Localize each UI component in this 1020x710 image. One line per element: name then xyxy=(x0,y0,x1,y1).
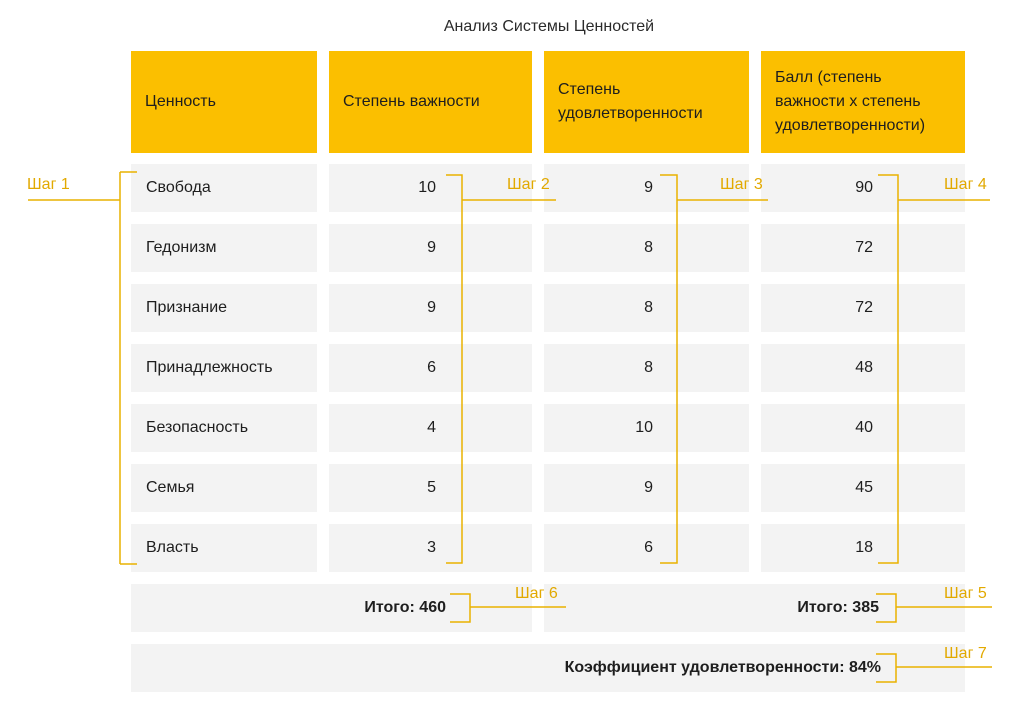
table-cell-score: 72 xyxy=(761,224,965,272)
page-title: Анализ Системы Ценностей xyxy=(443,18,655,35)
table-cell-score: 72 xyxy=(761,284,965,332)
step2-label: Шаг 2 xyxy=(507,176,550,193)
step3-label: Шаг 3 xyxy=(720,176,763,193)
table-cell-value: Принадлежность xyxy=(131,344,317,392)
table-cell-satisfaction: 8 xyxy=(544,344,749,392)
table-cell-importance: 4 xyxy=(329,404,532,452)
table-cell-score: 48 xyxy=(761,344,965,392)
table-cell-score: 90 xyxy=(761,164,965,212)
table-cell-value: Семья xyxy=(131,464,317,512)
header-score-label: Балл (степень важности x степень удовлетворенности) xyxy=(775,69,926,134)
table-cell-satisfaction: 9 xyxy=(544,164,749,212)
step6-label: Шаг 6 xyxy=(515,585,558,602)
table-cell-value: Гедонизм xyxy=(131,224,317,272)
header-importance-label: Степень важности xyxy=(343,93,480,110)
table-cell-satisfaction: 6 xyxy=(544,524,749,572)
table-cell-score: 18 xyxy=(761,524,965,572)
table-cell-score: 40 xyxy=(761,404,965,452)
step7-label: Шаг 7 xyxy=(944,645,987,662)
table-cell-importance: 5 xyxy=(329,464,532,512)
importance-total-label: Итого: 460 xyxy=(364,599,446,616)
table-cell-value: Свобода xyxy=(131,164,317,212)
step2-bracket xyxy=(446,175,556,563)
step1-label: Шаг 1 xyxy=(27,176,70,193)
table-cell-satisfaction: 8 xyxy=(544,284,749,332)
table-cell-importance: 10 xyxy=(329,164,532,212)
table-cell-importance: 9 xyxy=(329,284,532,332)
table-cell-value: Власть xyxy=(131,524,317,572)
step1-bracket xyxy=(28,172,137,564)
table-cell-value: Безопасность xyxy=(131,404,317,452)
table-cell-importance: 3 xyxy=(329,524,532,572)
score-total-label: Итого: 385 xyxy=(797,599,879,616)
satisfaction-coefficient-label: Коэффициент удовлетворенности: 84% xyxy=(564,659,881,676)
header-satisfaction-label: Степень удовлетворенности xyxy=(558,81,703,122)
table-cell-satisfaction: 9 xyxy=(544,464,749,512)
table-cell-value: Признание xyxy=(131,284,317,332)
table-cell-importance: 6 xyxy=(329,344,532,392)
header-value-label: Ценность xyxy=(145,93,216,110)
step4-bracket xyxy=(878,175,990,563)
table-cell-satisfaction: 8 xyxy=(544,224,749,272)
table-cell-satisfaction: 10 xyxy=(544,404,749,452)
step4-label: Шаг 4 xyxy=(944,176,987,193)
step3-bracket xyxy=(660,175,768,563)
table-cell-score: 45 xyxy=(761,464,965,512)
step5-label: Шаг 5 xyxy=(944,585,987,602)
table-cell-importance: 9 xyxy=(329,224,532,272)
